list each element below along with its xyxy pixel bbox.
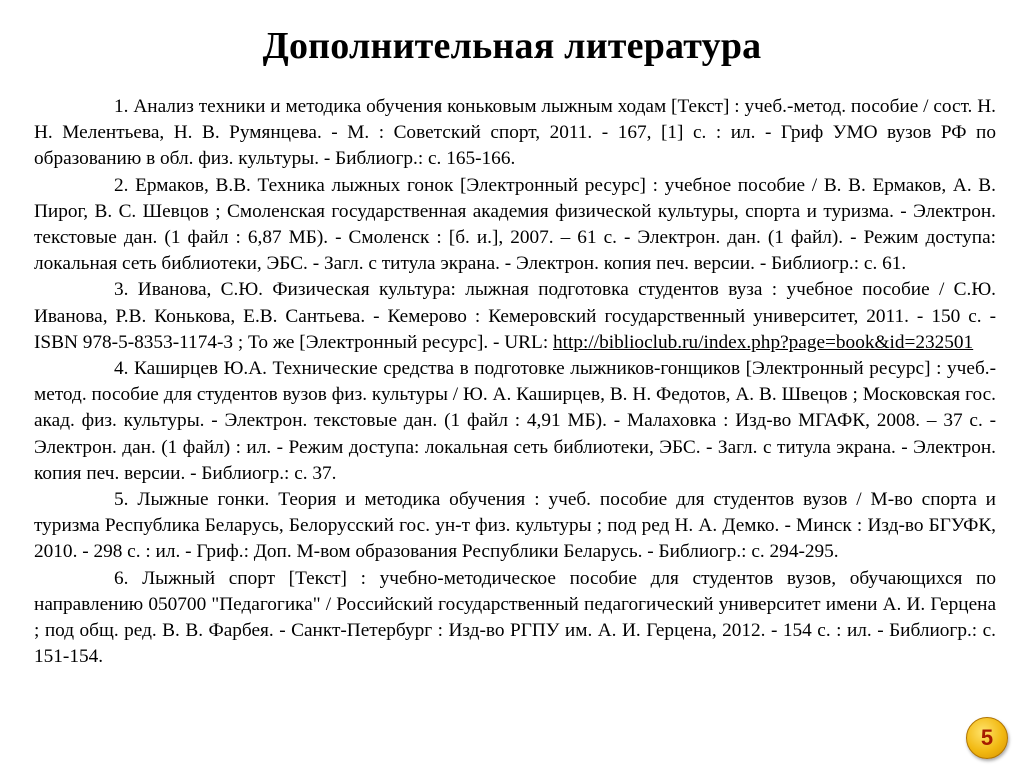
reference-text: 6. Лыжный спорт [Текст] : учебно-методическое пособие для студентов вузов, обучающихся по направлению 050700 "Педагогика" / Российский государственный педагогический университет имени А. И. Герцена ; под общ. ред. В. В. Фарбея. - Санкт-Петербург : Изд-во РГПУ им. А. И. Герцена, 2012. - 154 с. : ил. - Библиогр.: с. 151-154. (34, 567, 996, 668)
slide-title: Дополнительная литература (262, 25, 762, 67)
reference-text: 5. Лыжные гонки. Теория и методика обучения : учеб. пособие для студентов вузов / М-во спорта и туризма Республика Беларусь, Белорусский гос. ун-т физ. культуры ; под ред Н. А. Демко. - Минск : Изд-во БГУФК, 2010. - 298 с. : ил. - Гриф.: Доп. М-вом образования Республики Беларусь. - Библиогр.: с. 294-295. (34, 489, 996, 563)
reference-item-4 (34, 356, 996, 487)
reference-item-2 (34, 173, 996, 278)
reference-text: 1. Анализ техники и методика обучения коньковым лыжным ходам [Текст] : учеб.-метод. пособие / сост. Н. Н. Мелентьева, Н. В. Румянцева. - М. : Советский спорт, 2011. - 167, [1] с. : ил. - Гриф УМО вузов РФ по образованию в обл. физ. культуры. - Библиогр.: с. 165-166. (34, 96, 996, 170)
reference-item-3 (34, 277, 996, 356)
reference-item-5 (34, 487, 996, 566)
reference-text: 3. Иванова, С.Ю. Физическая культура: лыжная подготовка студентов вуза : учебное пособие / С.Ю. Иванова, Р.В. Конькова, Е.В. Сантьева. - Кемерово : Кемеровский государственный университет, 2011. - 150 с. - ISBN 978-5-8353-1174-3 ; То же [Электронный ресурс]. - URL: (34, 279, 996, 353)
page-number-badge: 5 (966, 717, 1008, 759)
reference-text: 4. Каширцев Ю.А. Технические средства в подготовке лыжников-гонщиков [Электронный ресурс] : учеб.-метод. пособие для студентов вузов физ. культуры / Ю. А. Каширцев, В. Н. Федотов, А. В. Швецов ; Московская гос. акад. физ. культуры. - Электрон. текстовые дан. (1 файл : 4,91 МБ). - Малаховка : Изд-во МГАФК, 2008. – 37 с. - Электрон. дан. (1 файл) : ил. - Режим доступа: локальная сеть библиотеки, ЭБС. - Загл. с титула экрана. - Электрон. копия печ. версии. - Библиогр.: с. 37. (34, 358, 996, 484)
reference-list (34, 94, 996, 670)
reference-item-1 (34, 94, 996, 173)
biblioclub-link[interactable]: http://biblioclub.ru/index.php?page=book&id=232501 (553, 331, 974, 353)
reference-text: 2. Ермаков, В.В. Техника лыжных гонок [Электронный ресурс] : учебное пособие / В. В. Ермаков, А. В. Пирог, В. С. Шевцов ; Смоленская государственная академия физической культуры, спорта и туризма. - Электрон. текстовые дан. (1 файл : 6,87 МБ). - Смоленск : [б. и.], 2007. – 61 с. - Электрон. дан. (1 файл). - Режим доступа: локальная сеть библиотеки, ЭБС. - Загл. с титула экрана. - Электрон. копия печ. версии. - Библиогр.: с. 61. (34, 174, 996, 275)
reference-item-6 (34, 566, 996, 671)
